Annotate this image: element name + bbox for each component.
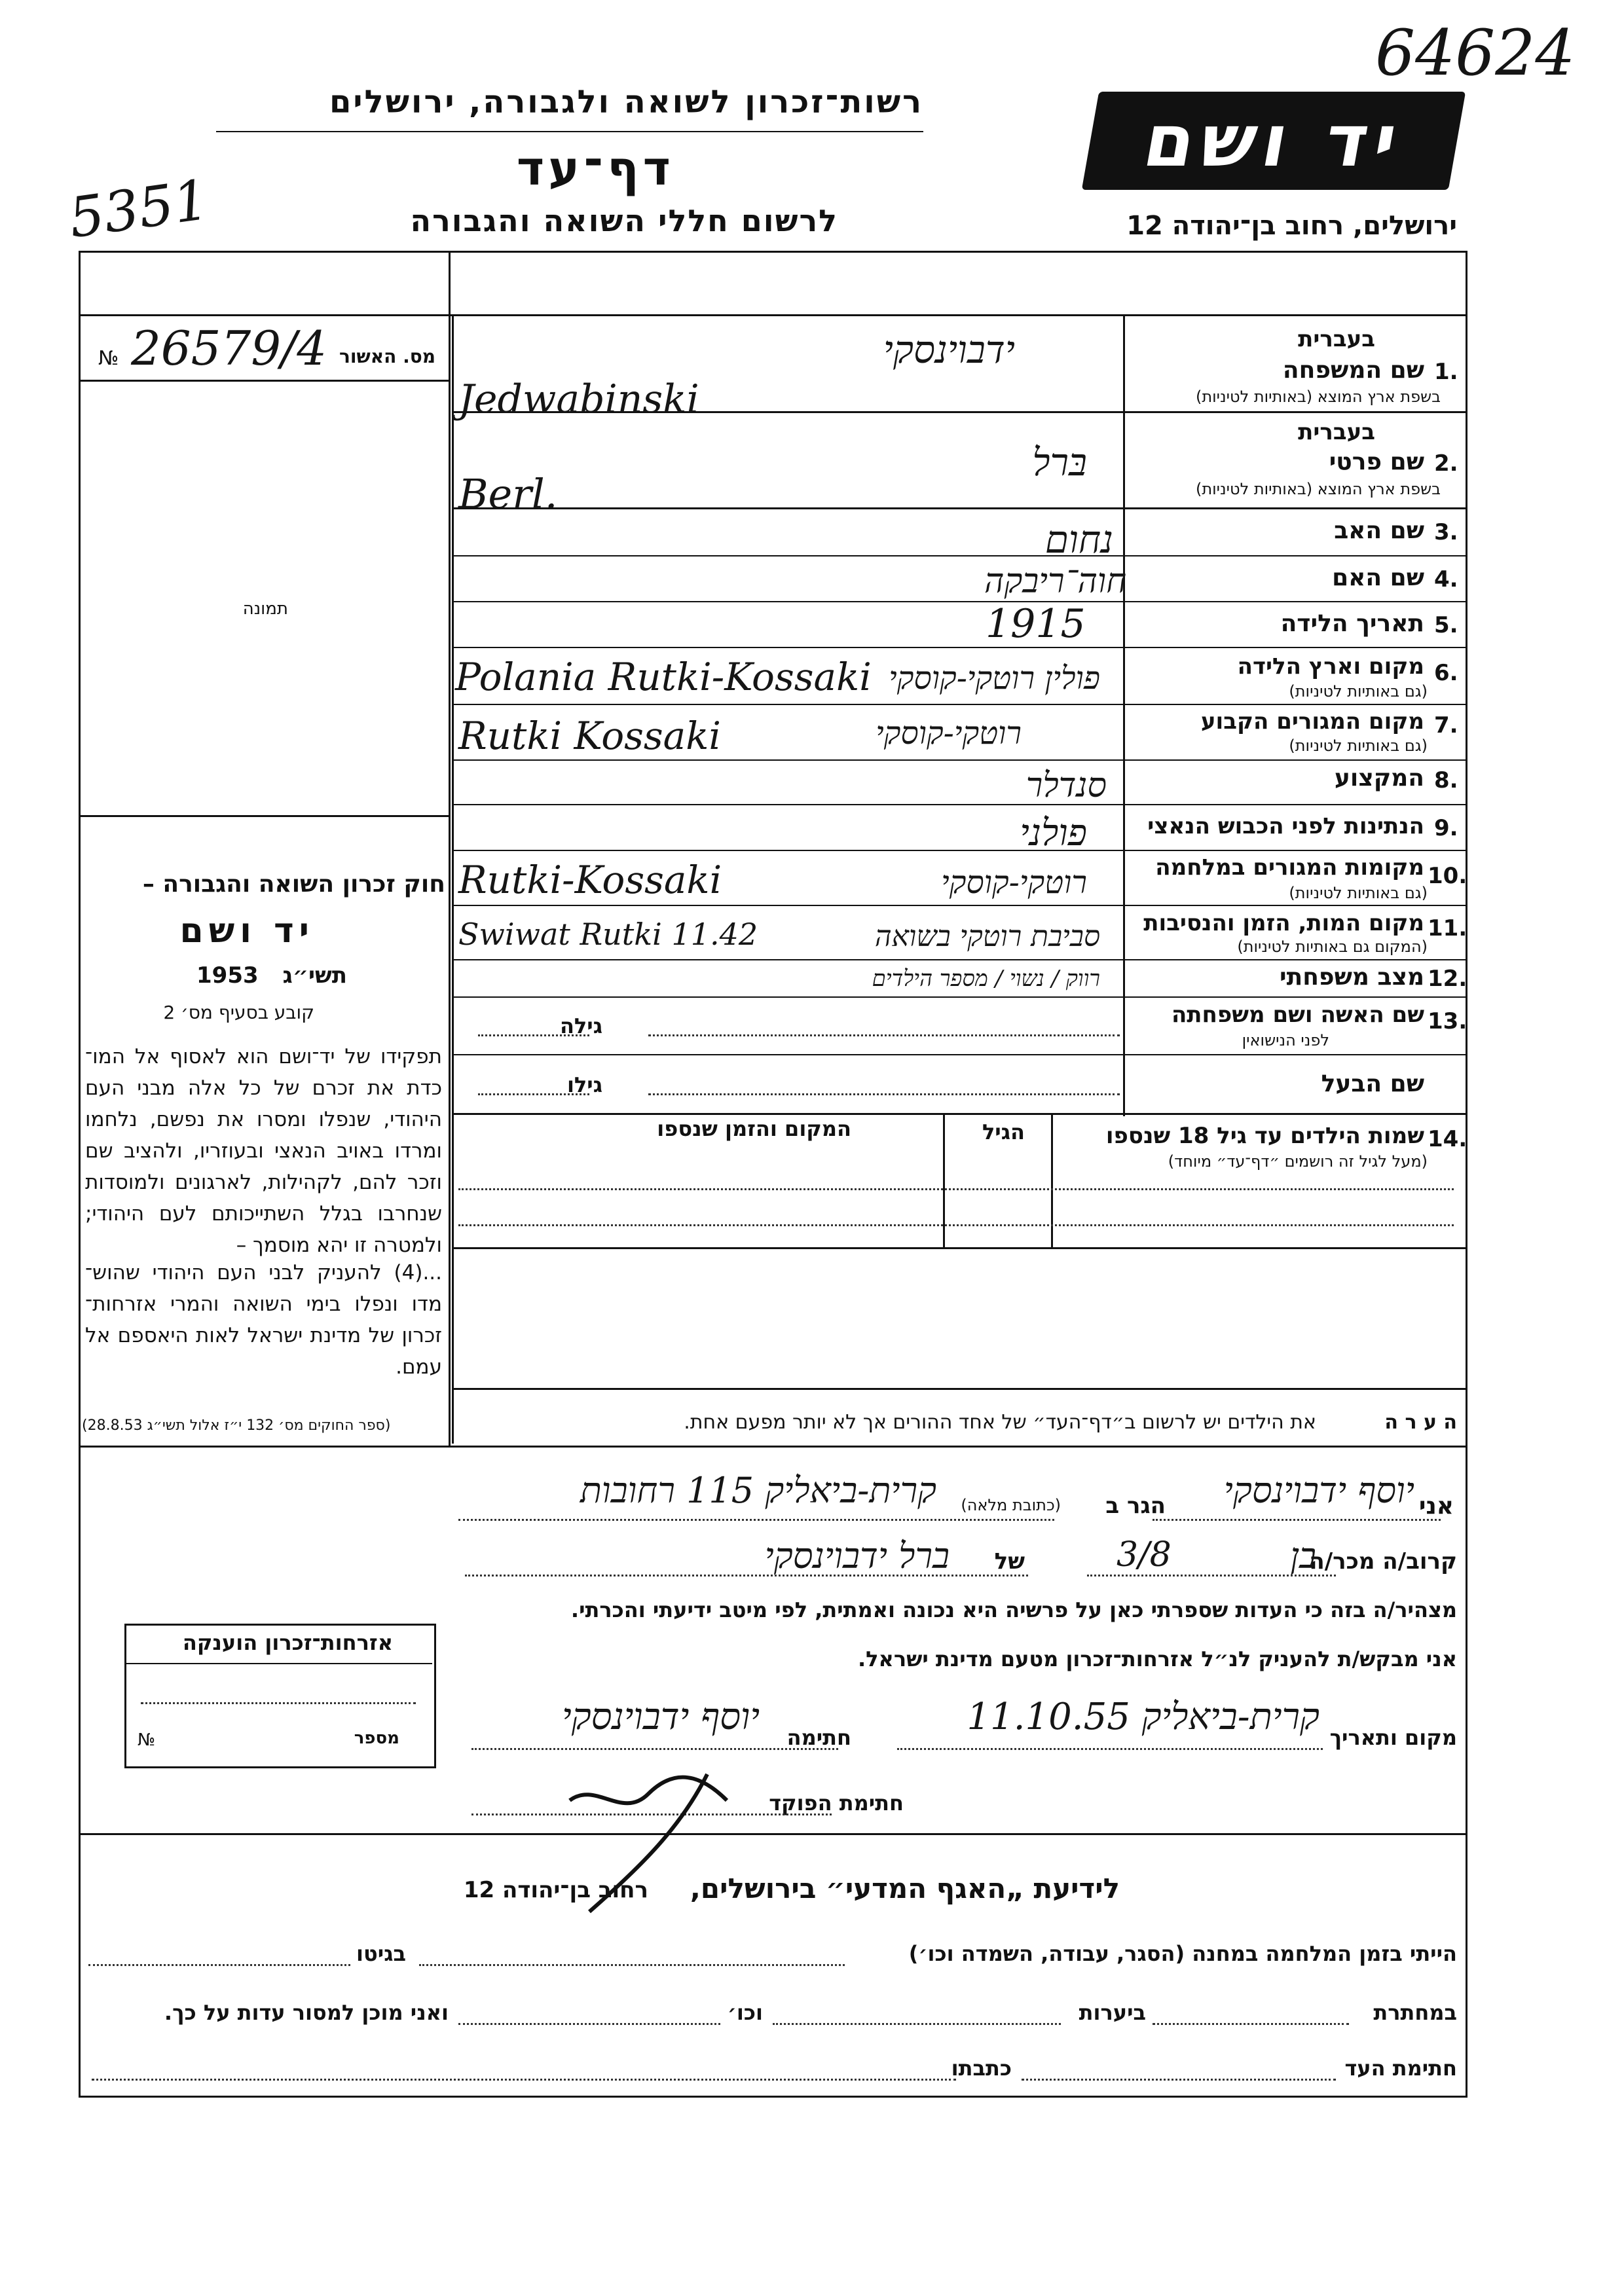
field-2-num: 2. — [1434, 450, 1458, 477]
field-6-sub: (גם באותיות לטיניות) — [1289, 682, 1428, 701]
field-3-label: שם האב — [1334, 517, 1424, 544]
declarant-dotted — [1153, 1519, 1441, 1521]
residence-latin: Rutki Kossaki — [458, 714, 721, 758]
birth-date-value: 1915 — [986, 601, 1086, 647]
place-date-value: קרית-ביאליק 11.10.55 — [967, 1696, 1320, 1738]
yad-vashem-logo — [1082, 92, 1466, 190]
org-name: רשות־זכרון לשואה ולגבורה, ירושלים — [329, 84, 923, 120]
field-8-label: המקצוע — [1334, 765, 1424, 792]
declaration-request: אני מבקש/ת להעניק לנ״ל אזרחות־זכרון מטעם מדינת ישראל. — [858, 1647, 1457, 1671]
footer-line2-dotted-1 — [1153, 2023, 1349, 2025]
wartime-residence-hebrew: רוטקי-קוסקי — [941, 864, 1087, 901]
death-place-hebrew: סביבת רוטקי בשואה — [874, 920, 1100, 953]
note-top — [452, 1388, 1466, 1390]
given-name-latin: Berl. — [458, 470, 558, 518]
approval-number-value: 26579/4 — [131, 321, 327, 376]
children-place-header: המקום והזמן שנספו — [657, 1116, 851, 1141]
footer-line2-dotted-3 — [458, 2023, 720, 2025]
field-2-lang: בעברית — [1298, 419, 1375, 445]
org-underline — [216, 131, 923, 132]
footer-line2-dotted-2 — [773, 2023, 1061, 2025]
relative-label: קרוב/ה מכר/ה — [1309, 1548, 1457, 1575]
field-1-sub: בשפת ארץ המוצא (באותיות לטיניות) — [1196, 388, 1441, 406]
law-section: קובע בסעיף מס׳ 2 — [163, 1002, 314, 1023]
residence-hebrew: רוטקי-קוסקי — [876, 715, 1022, 752]
officer-signature-label: חתימת הפוקד — [769, 1791, 904, 1815]
wife-age-dotted — [478, 1034, 589, 1036]
header-address: ירושלים, רחוב בן־יהודה 12 — [1126, 211, 1457, 241]
children-age-header: הגיל — [982, 1120, 1025, 1144]
footer-divider — [79, 1833, 1466, 1835]
field-11-label: מקום המות, הזמן והנסיבות — [1143, 910, 1424, 936]
declaration-top — [79, 1446, 1466, 1448]
given-name-hebrew: בּרל — [1032, 440, 1087, 484]
mother-name-value: חוה־ריבקה — [984, 562, 1126, 601]
law-year-hebrew: תשי״ג — [282, 962, 347, 989]
children-col-1 — [943, 1113, 945, 1247]
husband-name-dotted — [648, 1093, 1120, 1095]
children-row-2 — [458, 1224, 1454, 1226]
footer-line2-d: ואני מוכן למסור עדות על כך. — [164, 2000, 449, 2025]
signature-value: יוסף ידבוינסקי — [562, 1696, 760, 1738]
declarant-name: יוסף ידבוינסקי — [1223, 1470, 1414, 1511]
row-9-divider — [452, 850, 1466, 851]
row-7-divider — [452, 759, 1466, 761]
of-dotted — [465, 1575, 1028, 1576]
footer-line1-dotted — [419, 1964, 845, 1966]
relative-value: בן — [1290, 1535, 1316, 1576]
note-text: את הילדים יש לרשום ב״דף־העד״ של אחד ההורים אך לא יותר מפעם אחת. — [684, 1411, 1316, 1434]
side-number-annotation: 5351 — [65, 167, 213, 251]
address-dotted — [458, 1519, 1054, 1521]
relative-number: 3/8 — [1116, 1535, 1172, 1575]
row-6-divider — [452, 704, 1466, 705]
sidebar-divider — [449, 251, 451, 1446]
field-2-sub: בשפת ארץ המוצא (באותיות לטיניות) — [1196, 480, 1441, 498]
field-14-num: 14. — [1428, 1126, 1467, 1152]
footer-heading: לידיעת „האגף המדעי״ בירושלים, — [690, 1872, 1120, 1904]
row-10-divider — [452, 905, 1466, 906]
husband-label: שם הבעל — [1321, 1070, 1424, 1097]
citizenship-box-title-line — [126, 1663, 432, 1664]
field-8-num: 8. — [1434, 767, 1458, 793]
row-8-divider — [452, 804, 1466, 805]
footer-line1-dotted-2 — [88, 1964, 350, 1966]
field-1-lang: בעברית — [1298, 326, 1375, 352]
field-12-num: 12. — [1428, 966, 1467, 992]
declarant-address: קרית-ביאליק 115 רחובות — [580, 1470, 936, 1511]
law-year: 1953 — [196, 962, 259, 989]
of-label: של — [994, 1548, 1025, 1575]
field-11-num: 11. — [1428, 915, 1467, 941]
approval-number-label: מס. האשור — [339, 346, 435, 367]
footer-line1-text: הייתי בזמן המלחמה במחנה (הסגר, עבודה, השמדה וכו׳) — [908, 1941, 1457, 1966]
field-14-sub: (מעל לגיל זה רושמים ״דף־עד״ מיוחד) — [1168, 1152, 1428, 1171]
death-place-latin: Swiwat Rutki 11.42 — [458, 917, 758, 952]
place-date-dotted — [897, 1748, 1323, 1750]
form-subtitle: לרשום חללי השואה והגבורה — [410, 203, 838, 238]
footer-line2-c: וכו׳ — [727, 2000, 763, 2025]
law-text-2: ...(4) להעניק לבני העם היהודי שהוש־ מדו ונפלו בימי השואה והמרי אזרחות־ זכרון של מדינת ישראל לאות היאספם אל עמם. — [85, 1261, 442, 1379]
field-2-label: שם פרטי — [1329, 448, 1424, 475]
family-name-latin: Jedwabinski — [458, 376, 699, 422]
field-9-num: 9. — [1434, 815, 1458, 841]
form-title: דף־עד — [516, 141, 674, 196]
field-10-num: 10. — [1428, 863, 1467, 889]
field-1-label: שם המשפחה — [1282, 357, 1424, 384]
field-9-label: הנתינות לפני הכבוש הנאצי — [1147, 813, 1424, 839]
address-hint: (כתובת מלאה) — [961, 1496, 1061, 1514]
row-11-divider — [452, 959, 1466, 960]
footer-line3-dotted-2 — [92, 2079, 956, 2081]
law-title: חוק זכרון השואה והגבורה – — [142, 871, 445, 898]
place-date-label: מקום ותאריך — [1329, 1725, 1457, 1750]
signature-label: חתימה — [786, 1725, 851, 1750]
field-13-num: 13. — [1428, 1008, 1467, 1034]
note-label: ה ע ר ה — [1384, 1411, 1457, 1434]
row-4-divider — [452, 601, 1466, 602]
field-1-num: 1. — [1434, 359, 1458, 385]
signature-dotted — [471, 1748, 838, 1750]
field-10-sub: (גם באותיות לטיניות) — [1289, 884, 1428, 902]
field-10-label: מקומות המגורים במלחמה — [1155, 854, 1424, 881]
law-name: יד ושם — [179, 911, 314, 951]
main-form-left-edge — [452, 314, 454, 1444]
wife-name-dotted — [648, 1034, 1120, 1036]
of-value: ברל ידבוינסקי — [764, 1535, 950, 1576]
citizenship-value: פולני — [1020, 812, 1087, 854]
approval-no-mark: № — [98, 347, 119, 370]
children-bottom — [452, 1247, 1466, 1249]
field-13-sub: לפני הנישואין — [1242, 1031, 1329, 1049]
wartime-residence-latin: Rutki-Kossaki — [458, 858, 722, 902]
profession-value: סנדלר — [1025, 766, 1107, 805]
field-4-num: 4. — [1434, 566, 1458, 592]
field-13-label: שם האשה ושם משפחתה — [1171, 1002, 1424, 1028]
sidebar-approval-line — [79, 380, 451, 382]
wife-age-label: גילה — [559, 1013, 602, 1038]
row-12-divider — [452, 996, 1466, 998]
row-3-divider — [452, 555, 1466, 556]
field-4-label: שם האם — [1332, 564, 1424, 591]
field-11-sub: (המקום גם באותיות לטיניות) — [1237, 938, 1428, 956]
relative-dotted — [1087, 1575, 1336, 1576]
field-12-label: מצב משפחתי — [1280, 964, 1424, 991]
field-14-label: שמות הילדים עד גיל 18 שנספו — [1105, 1123, 1424, 1149]
row-14-top — [452, 1113, 1466, 1115]
husband-age-dotted — [478, 1093, 589, 1095]
citizenship-box-line-1 — [141, 1702, 416, 1704]
birthplace-hebrew: פולין רוטקי-קוסקי — [889, 660, 1100, 697]
children-row-1 — [458, 1188, 1454, 1190]
field-7-label: מקום המגורים הקבוע — [1200, 708, 1424, 735]
top-number-annotation: 64624 — [1375, 16, 1576, 90]
resides-label: הגר ב — [1105, 1493, 1166, 1519]
declarant-label: אני — [1418, 1493, 1454, 1520]
row-13-divider — [452, 1054, 1466, 1055]
footer-line2-b: ביערות — [1079, 2000, 1146, 2025]
law-citation: (ספר החוקים מס׳ 132 י״ז אלול תשי״ג 28.8.53) — [82, 1417, 391, 1434]
field-7-sub: (גם באותיות לטיניות) — [1289, 737, 1428, 755]
footer-line3-a: חתימת העד — [1344, 2056, 1457, 2081]
field-3-num: 3. — [1434, 519, 1458, 545]
husband-age-label: גילו — [566, 1072, 602, 1097]
marital-status-value: רווק / נשוי / מספר הילדים — [872, 966, 1100, 992]
sidebar-photo-bottom — [79, 815, 451, 817]
field-5-num: 5. — [1434, 612, 1458, 638]
citizenship-box-title: אזרחות־זכרון הוענקה — [182, 1630, 393, 1655]
family-name-hebrew: ידבוינסקי — [883, 327, 1015, 372]
logo-text: יד ושם — [1137, 99, 1410, 183]
declaration-statement: מצהיר/ה בזה כי העדות שספרתי כאן על פרשיה היא נכונה ואמתית, לפי מיטב ידיעתי והכרתי. — [570, 1597, 1457, 1622]
footer-line2-a: במחתרת — [1373, 2000, 1457, 2025]
footer-line3-b: כתבתו — [951, 2056, 1012, 2081]
citizenship-number-label: מספר — [354, 1728, 399, 1748]
row-5-divider — [452, 647, 1466, 648]
children-col-2 — [1051, 1113, 1053, 1247]
citizenship-number-mark: № — [138, 1730, 156, 1750]
footer-line3-dotted-1 — [1022, 2079, 1336, 2081]
row-2-divider — [452, 507, 1466, 509]
birthplace-latin: Polania Rutki-Kossaki — [455, 655, 872, 699]
top-band-line — [79, 314, 1466, 316]
field-6-num: 6. — [1434, 660, 1458, 686]
father-name-value: נחום — [1044, 517, 1113, 562]
field-7-num: 7. — [1434, 712, 1458, 738]
law-text-1: תפקידו של יד־ושם הוא לאסוף אל המו־ כדת את זכרם של כל אלה מבני העם היהודי, שנפלו ומסרו את נפשם, נלחמו ומרדו באויב הנאצי ובעוזריו, ולהציב שם וזכר להם, לקהילות, לארגונים ולמוסדות שנחרבו בגלל השתייכותם לעם היהודי; ולמטרה זו יהא מוסמך – — [85, 1045, 442, 1257]
footer-address: רחוב בן־יהודה 12 — [463, 1877, 648, 1903]
photo-label: תמונה — [242, 599, 288, 619]
field-6-label: מקום וארץ הלידה — [1237, 653, 1424, 680]
field-5-label: תאריך הלידה — [1280, 610, 1424, 637]
footer-line1-end: בגיטו — [356, 1941, 406, 1966]
